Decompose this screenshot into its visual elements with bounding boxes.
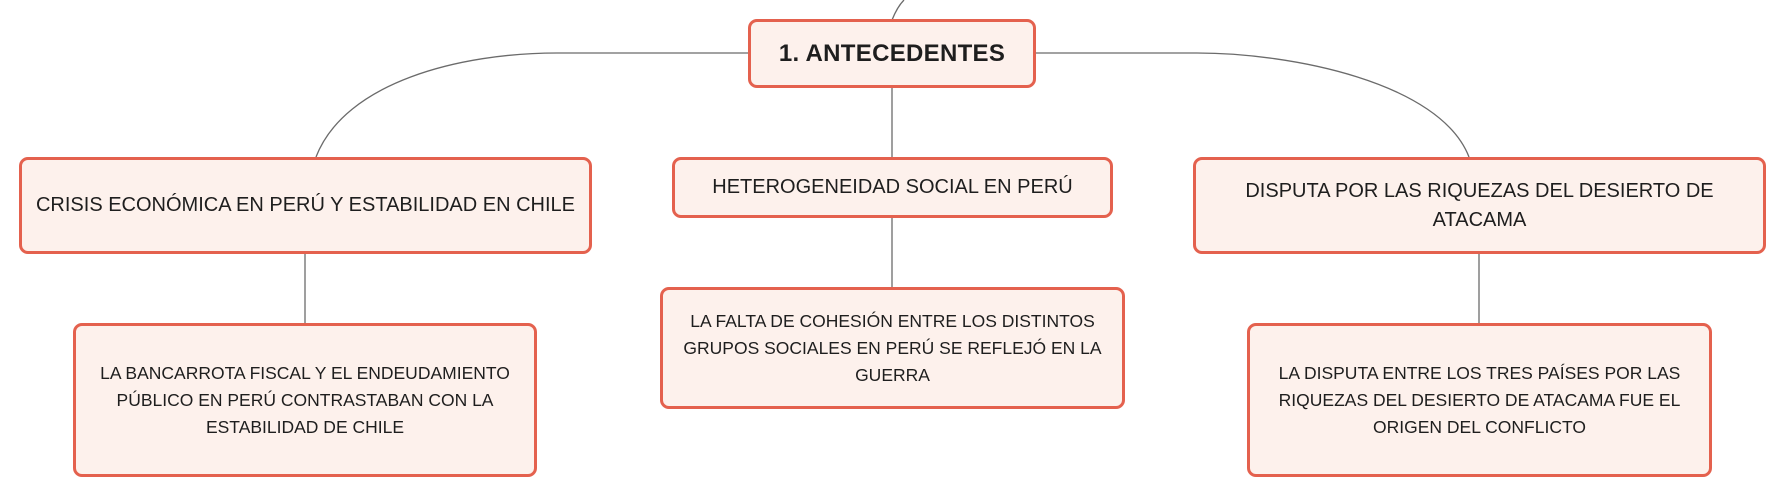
connector-root-to-branch-left: [316, 53, 748, 157]
branch-topic-heterogeneidad-social[interactable]: [672, 157, 1113, 218]
detail-node-disputa-atacama[interactable]: [1247, 323, 1712, 477]
branch-topic-crisis-economica[interactable]: [19, 157, 592, 254]
root-topic-label: 1. ANTECEDENTES: [778, 39, 1006, 67]
detail-node-label: LA FALTA DE COHESIÓN ENTRE LOS DISTINTOS GRUPOS SOCIALES EN PERÚ SE REFLEJÓ EN LA GUERRA: [683, 310, 1102, 385]
branch-topic-label: HETEROGENEIDAD SOCIAL EN PERÚ: [712, 176, 1073, 198]
connector-root-to-branch-right: [1036, 53, 1469, 157]
detail-node-label: LA BANCARROTA FISCAL Y EL ENDEUDAMIENTO PÚBLICO EN PERÚ CONTRASTABAN CON LA ESTABILIDAD DE CHILE: [100, 362, 510, 437]
branch-topic-label: DISPUTA POR LAS RIQUEZAS DEL DESIERTO DE ATACAMA: [1245, 179, 1714, 231]
root-topic-node[interactable]: [748, 19, 1036, 88]
branch-topic-label: CRISIS ECONÓMICA EN PERÚ Y ESTABILIDAD EN CHILE: [35, 194, 576, 216]
detail-node-heterogeneidad-social[interactable]: [660, 287, 1125, 409]
connector-to-parent: [892, 0, 904, 20]
detail-node-label: LA DISPUTA ENTRE LOS TRES PAÍSES POR LAS RIQUEZAS DEL DESIERTO DE ATACAMA FUE EL ORIGEN DEL CONFLICTO: [1278, 362, 1681, 437]
branch-topic-disputa-atacama[interactable]: [1193, 157, 1766, 254]
detail-node-crisis-economica[interactable]: [73, 323, 537, 477]
